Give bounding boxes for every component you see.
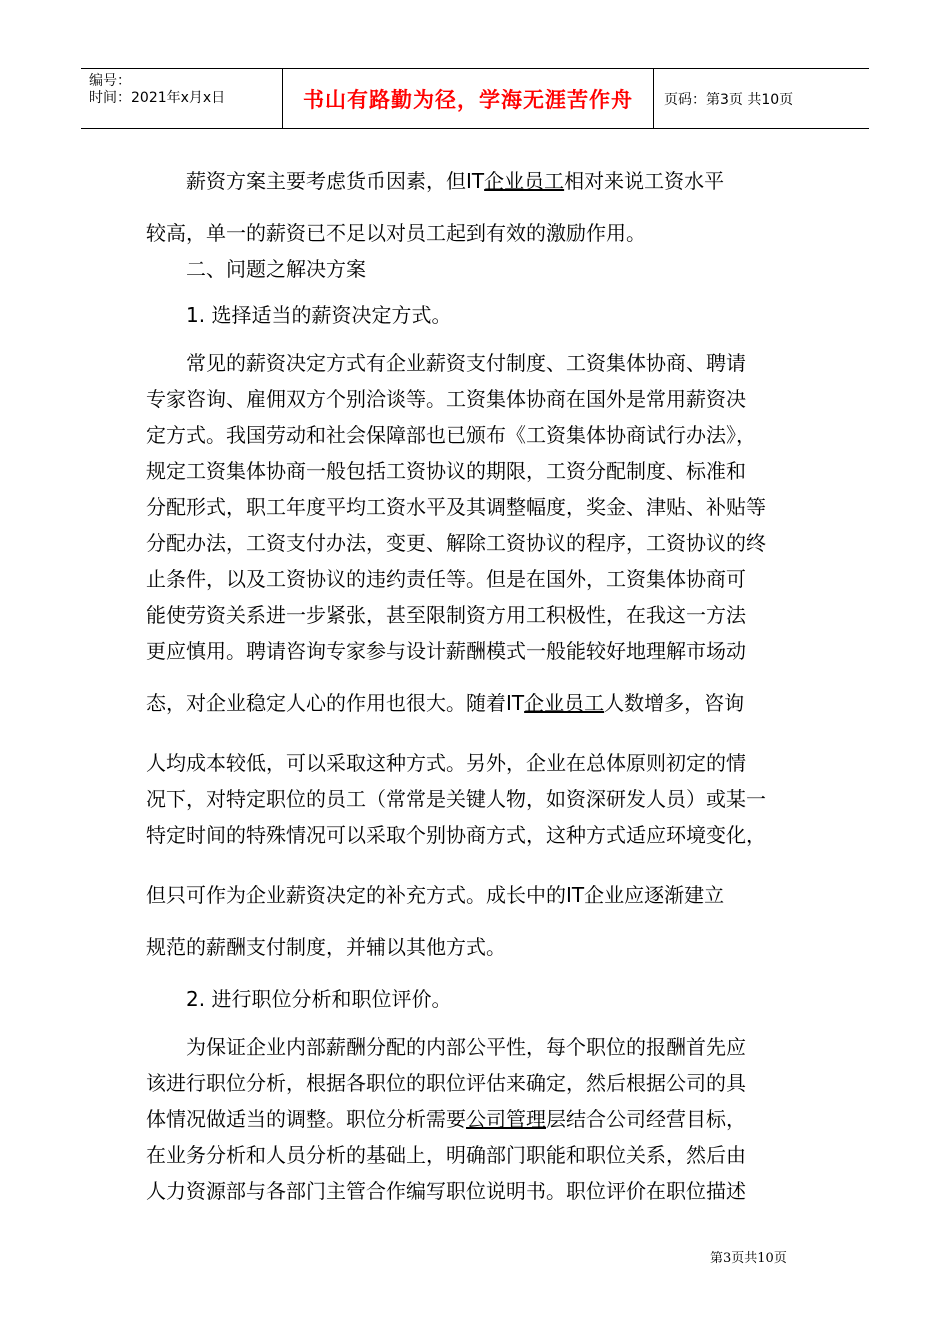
text-segment: 人均成本较低，可以采取这种方式。另外，企业在总体原则初定的情 xyxy=(146,751,746,775)
text-line xyxy=(146,786,766,812)
text-segment: 能使劳资关系进一步紧张，甚至限制资方用工积极性，在我这一方法 xyxy=(146,603,746,627)
page-header xyxy=(81,68,869,129)
text-segment: 人力资源部与各部门主管合作编写职位说明书。职位评价在职位描述 xyxy=(146,1179,746,1203)
text-segment: 2. 进行职位分析和职位评价。 xyxy=(146,987,452,1011)
text-line xyxy=(146,168,724,194)
underlined-term: 企业员工 xyxy=(524,691,605,715)
text-segment: 态，对企业稳定人心的作用也很大。随着IT xyxy=(146,691,525,715)
header-motto: 书山有路勤为径，学海无涯苦作舟 xyxy=(282,69,654,128)
underlined-term: 企业员工 xyxy=(484,169,565,193)
text-segment: 层结合公司经营目标， xyxy=(546,1107,746,1131)
text-line xyxy=(146,458,746,484)
text-segment: 相对来说工资水平 xyxy=(564,169,725,193)
text-line xyxy=(146,602,746,628)
text-segment: 该进行职位分析，根据各职位的职位评估来确定，然后根据公司的具 xyxy=(146,1071,746,1095)
text-line xyxy=(146,638,746,664)
text-line xyxy=(146,350,746,376)
text-line xyxy=(146,220,646,246)
text-line xyxy=(146,1070,746,1096)
text-line xyxy=(146,1178,746,1204)
text-segment: 二、问题之解决方案 xyxy=(146,257,366,281)
text-segment: 常见的薪资决定方式有企业薪资支付制度、工资集体协商、聘请 xyxy=(146,351,746,375)
text-segment: 较高，单一的薪资已不足以对员工起到有效的激励作用。 xyxy=(146,221,646,245)
text-line xyxy=(146,1034,746,1060)
text-segment: 分配办法，工资支付办法，变更、解除工资协议的程序，工资协议的终 xyxy=(146,531,766,555)
text-segment: 况下，对特定职位的员工（常常是关键人物，如资深研发人员）或某一 xyxy=(146,787,766,811)
header-page-info: 页码：第3页 共10页 xyxy=(664,91,794,108)
text-line xyxy=(146,934,506,960)
text-line xyxy=(146,750,746,776)
text-segment: 1. 选择适当的薪资决定方式。 xyxy=(146,303,452,327)
text-segment: 但只可作为企业薪资决定的补充方式。成长中的IT企业应逐渐建立 xyxy=(146,883,725,907)
text-segment: 规范的薪酬支付制度，并辅以其他方式。 xyxy=(146,935,506,959)
text-segment: 定方式。我国劳动和社会保障部也已颁布《工资集体协商试行办法》， xyxy=(146,423,756,447)
text-line xyxy=(146,1142,746,1168)
text-line xyxy=(146,256,366,282)
text-segment: 分配形式，职工年度平均工资水平及其调整幅度，奖金、津贴、补贴等 xyxy=(146,495,766,519)
header-time-label: 时间：2021年x月x日 xyxy=(89,90,226,106)
text-line xyxy=(146,494,766,520)
text-line xyxy=(146,530,766,556)
text-segment: 更应慎用。聘请咨询专家参与设计薪酬模式一般能较好地理解市场动 xyxy=(146,639,746,663)
text-line xyxy=(146,302,451,328)
text-segment: 止条件，以及工资协议的违约责任等。但是在国外，工资集体协商可 xyxy=(146,567,746,591)
header-meta xyxy=(81,69,282,128)
text-segment: 人数增多，咨询 xyxy=(604,691,745,715)
text-line xyxy=(146,822,766,848)
text-line xyxy=(146,1106,746,1132)
header-number-label: 编号： xyxy=(89,73,131,89)
text-line xyxy=(146,386,746,412)
text-segment: 规定工资集体协商一般包括工资协议的期限，工资分配制度、标准和 xyxy=(146,459,746,483)
text-line xyxy=(146,986,451,1012)
text-line xyxy=(146,566,746,592)
underlined-term: 公司管理 xyxy=(466,1107,546,1131)
text-segment: 特定时间的特殊情况可以采取个别协商方式，这种方式适应环境变化， xyxy=(146,823,766,847)
text-segment: 为保证企业内部薪酬分配的内部公平性，每个职位的报酬首先应 xyxy=(146,1035,746,1059)
text-segment: 薪资方案主要考虑货币因素，但IT xyxy=(146,169,485,193)
text-line xyxy=(146,422,756,448)
text-line xyxy=(146,690,744,716)
text-line xyxy=(146,882,724,908)
text-segment: 在业务分析和人员分析的基础上，明确部门职能和职位关系，然后由 xyxy=(146,1143,746,1167)
text-segment: 体情况做适当的调整。职位分析需要 xyxy=(146,1107,466,1131)
footer-page-number: 第3页共10页 xyxy=(710,1251,787,1266)
text-segment: 专家咨询、雇佣双方个别洽谈等。工资集体协商在国外是常用薪资决 xyxy=(146,387,746,411)
